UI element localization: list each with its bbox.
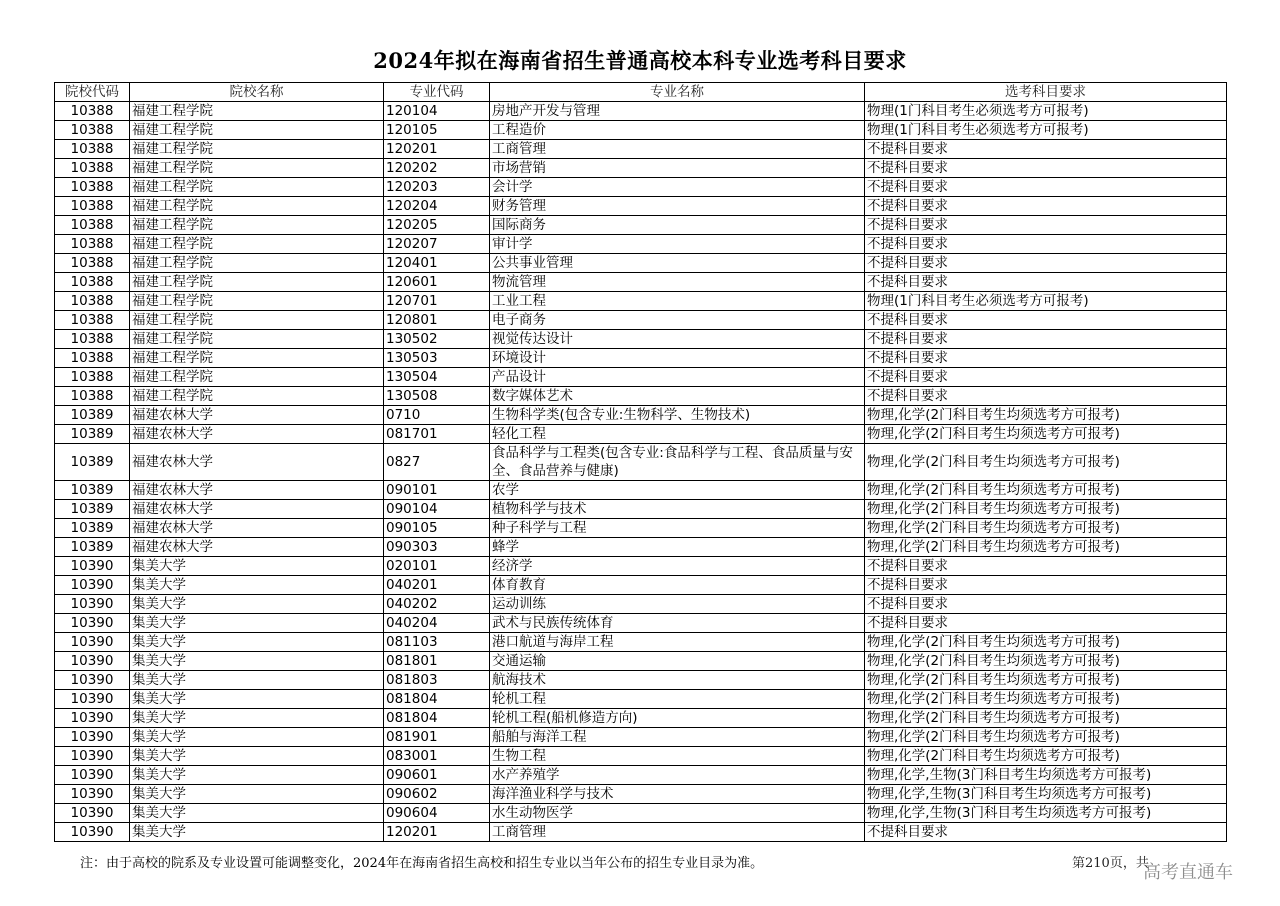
major-code-cell: 120105 [384,121,490,140]
footer-note: 注：由于高校的院系及专业设置可能调整变化，2024年在海南省招生高校和招生专业以当年公布的招生专业目录为准。 [80,856,764,871]
school-name-cell: 集美大学 [130,690,384,709]
school-name-cell: 福建农林大学 [130,500,384,519]
major-name-cell: 船舶与海洋工程 [490,728,865,747]
major-name-cell: 水生动物医学 [490,804,865,823]
table-row [55,121,1227,140]
major-code-cell: 120801 [384,311,490,330]
major-name-cell: 体育教育 [490,576,865,595]
school-name-cell: 福建工程学院 [130,330,384,349]
major-name-cell: 植物科学与技术 [490,500,865,519]
table-row [55,538,1227,557]
table-row [55,576,1227,595]
major-name-cell: 经济学 [490,557,865,576]
major-name-cell: 市场营销 [490,159,865,178]
table-row [55,406,1227,425]
school-name-cell: 福建工程学院 [130,140,384,159]
school-name-cell: 集美大学 [130,576,384,595]
major-name-cell: 港口航道与海岸工程 [490,633,865,652]
major-name-cell: 武术与民族传统体育 [490,614,865,633]
school-code-cell: 10389 [55,481,130,500]
school-code-cell: 10388 [55,349,130,368]
major-name-cell: 环境设计 [490,349,865,368]
table-row [55,292,1227,311]
subject-requirement-cell: 不提科目要求 [865,349,1227,368]
subject-requirement-cell: 不提科目要求 [865,159,1227,178]
major-code-cell: 120104 [384,102,490,121]
major-code-cell: 090601 [384,766,490,785]
school-name-cell: 福建工程学院 [130,159,384,178]
major-code-cell: 120401 [384,254,490,273]
subject-requirement-cell: 不提科目要求 [865,557,1227,576]
table-row [55,254,1227,273]
school-name-cell: 福建工程学院 [130,235,384,254]
table-row [55,595,1227,614]
school-name-cell: 福建工程学院 [130,368,384,387]
school-code-cell: 10389 [55,519,130,538]
school-name-cell: 集美大学 [130,728,384,747]
school-name-cell: 福建农林大学 [130,425,384,444]
table-row [55,690,1227,709]
major-name-cell: 产品设计 [490,368,865,387]
subject-requirement-cell: 不提科目要求 [865,254,1227,273]
major-name-cell: 蜂学 [490,538,865,557]
major-code-cell: 040204 [384,614,490,633]
major-code-cell: 083001 [384,747,490,766]
table-row [55,330,1227,349]
subject-requirement-cell: 不提科目要求 [865,614,1227,633]
school-code-cell: 10388 [55,387,130,406]
major-code-cell: 081701 [384,425,490,444]
major-code-cell: 081804 [384,690,490,709]
school-code-cell: 10390 [55,728,130,747]
school-name-cell: 集美大学 [130,614,384,633]
table-row [55,425,1227,444]
school-name-cell: 集美大学 [130,671,384,690]
school-code-cell: 10388 [55,235,130,254]
school-name-cell: 福建工程学院 [130,197,384,216]
table-row [55,633,1227,652]
major-code-cell: 130504 [384,368,490,387]
major-name-cell: 轮机工程(船机修造方向) [490,709,865,728]
major-name-cell: 国际商务 [490,216,865,235]
school-code-cell: 10390 [55,709,130,728]
school-code-cell: 10388 [55,254,130,273]
subject-requirement-cell: 物理,化学(2门科目考生均须选考方可报考) [865,519,1227,538]
major-code-cell: 120204 [384,197,490,216]
header-school-name: 院校名称 [130,83,384,102]
subject-requirement-cell: 不提科目要求 [865,216,1227,235]
subject-requirement-cell: 物理,化学(2门科目考生均须选考方可报考) [865,444,1227,481]
school-code-cell: 10390 [55,614,130,633]
school-name-cell: 集美大学 [130,557,384,576]
subject-requirement-cell: 物理,化学(2门科目考生均须选考方可报考) [865,500,1227,519]
school-name-cell: 集美大学 [130,633,384,652]
school-name-cell: 福建农林大学 [130,538,384,557]
school-name-cell: 福建农林大学 [130,519,384,538]
major-name-cell: 公共事业管理 [490,254,865,273]
school-code-cell: 10390 [55,766,130,785]
major-code-cell: 020101 [384,557,490,576]
school-name-cell: 福建工程学院 [130,121,384,140]
school-code-cell: 10388 [55,311,130,330]
subject-requirement-cell: 物理,化学,生物(3门科目考生均须选考方可报考) [865,785,1227,804]
table-row [55,387,1227,406]
school-name-cell: 福建工程学院 [130,102,384,121]
subject-requirement-cell: 不提科目要求 [865,273,1227,292]
table-row [55,614,1227,633]
subject-requirement-cell: 不提科目要求 [865,595,1227,614]
school-name-cell: 集美大学 [130,804,384,823]
subject-requirement-cell: 物理,化学(2门科目考生均须选考方可报考) [865,406,1227,425]
major-code-cell: 120207 [384,235,490,254]
major-name-cell: 审计学 [490,235,865,254]
school-code-cell: 10388 [55,273,130,292]
table-row [55,216,1227,235]
school-code-cell: 10390 [55,557,130,576]
school-code-cell: 10388 [55,197,130,216]
major-name-cell: 生物工程 [490,747,865,766]
major-code-cell: 120203 [384,178,490,197]
school-name-cell: 集美大学 [130,823,384,842]
school-code-cell: 10390 [55,633,130,652]
school-code-cell: 10388 [55,102,130,121]
school-name-cell: 集美大学 [130,709,384,728]
table-row [55,159,1227,178]
subject-requirement-cell: 不提科目要求 [865,178,1227,197]
school-code-cell: 10390 [55,576,130,595]
major-code-cell: 090101 [384,481,490,500]
table-row [55,235,1227,254]
school-code-cell: 10388 [55,292,130,311]
subject-requirement-cell: 物理(1门科目考生必须选考方可报考) [865,121,1227,140]
page-number: 第210页，共 [1072,856,1149,871]
requirements-table [54,82,1227,842]
school-code-cell: 10389 [55,425,130,444]
major-code-cell: 120601 [384,273,490,292]
school-code-cell: 10390 [55,595,130,614]
school-code-cell: 10389 [55,500,130,519]
school-code-cell: 10388 [55,140,130,159]
subject-requirement-cell: 不提科目要求 [865,311,1227,330]
header-major-code: 专业代码 [384,83,490,102]
table-row [55,709,1227,728]
major-name-cell: 运动训练 [490,595,865,614]
table-row [55,785,1227,804]
major-code-cell: 081804 [384,709,490,728]
major-code-cell: 081901 [384,728,490,747]
major-code-cell: 120201 [384,140,490,159]
major-name-cell: 工程造价 [490,121,865,140]
major-code-cell: 120201 [384,823,490,842]
major-name-cell: 轮机工程 [490,690,865,709]
table-row [55,444,1227,481]
table-row [55,178,1227,197]
school-name-cell: 福建工程学院 [130,349,384,368]
major-name-cell: 工业工程 [490,292,865,311]
major-code-cell: 120701 [384,292,490,311]
subject-requirement-cell: 物理,化学(2门科目考生均须选考方可报考) [865,709,1227,728]
school-code-cell: 10388 [55,216,130,235]
table-row [55,197,1227,216]
subject-requirement-cell: 不提科目要求 [865,823,1227,842]
subject-requirement-cell: 物理(1门科目考生必须选考方可报考) [865,102,1227,121]
major-name-cell: 物流管理 [490,273,865,292]
school-code-cell: 10390 [55,671,130,690]
major-code-cell: 040202 [384,595,490,614]
major-code-cell: 090303 [384,538,490,557]
header-major-name: 专业名称 [490,83,865,102]
major-code-cell: 0710 [384,406,490,425]
major-code-cell: 090604 [384,804,490,823]
major-name-cell: 视觉传达设计 [490,330,865,349]
school-code-cell: 10390 [55,690,130,709]
school-name-cell: 福建工程学院 [130,216,384,235]
major-name-cell: 房地产开发与管理 [490,102,865,121]
school-name-cell: 福建工程学院 [130,292,384,311]
major-code-cell: 0827 [384,444,490,481]
table-row [55,273,1227,292]
major-name-cell: 航海技术 [490,671,865,690]
subject-requirement-cell: 物理,化学(2门科目考生均须选考方可报考) [865,690,1227,709]
table-body [55,102,1227,842]
major-code-cell: 130502 [384,330,490,349]
school-name-cell: 福建工程学院 [130,387,384,406]
subject-requirement-cell: 不提科目要求 [865,576,1227,595]
school-name-cell: 福建农林大学 [130,481,384,500]
school-code-cell: 10389 [55,538,130,557]
school-code-cell: 10389 [55,444,130,481]
school-name-cell: 集美大学 [130,747,384,766]
table-row [55,140,1227,159]
subject-requirement-cell: 物理,化学,生物(3门科目考生均须选考方可报考) [865,804,1227,823]
table-row [55,500,1227,519]
subject-requirement-cell: 物理,化学(2门科目考生均须选考方可报考) [865,728,1227,747]
table-row [55,557,1227,576]
table-row [55,519,1227,538]
major-code-cell: 081803 [384,671,490,690]
major-code-cell: 120205 [384,216,490,235]
school-code-cell: 10388 [55,368,130,387]
major-name-cell: 种子科学与工程 [490,519,865,538]
table-row [55,652,1227,671]
major-code-cell: 090104 [384,500,490,519]
table-row [55,804,1227,823]
subject-requirement-cell: 物理,化学(2门科目考生均须选考方可报考) [865,538,1227,557]
major-name-cell: 农学 [490,481,865,500]
subject-requirement-cell: 不提科目要求 [865,368,1227,387]
table-row [55,102,1227,121]
major-name-cell: 电子商务 [490,311,865,330]
school-code-cell: 10388 [55,159,130,178]
major-name-cell: 工商管理 [490,140,865,159]
major-code-cell: 090602 [384,785,490,804]
major-name-cell: 轻化工程 [490,425,865,444]
table-row [55,368,1227,387]
table-row [55,728,1227,747]
subject-requirement-cell: 物理,化学(2门科目考生均须选考方可报考) [865,747,1227,766]
school-name-cell: 福建农林大学 [130,444,384,481]
major-name-cell: 食品科学与工程类(包含专业:食品科学与工程、食品质量与安全、食品营养与健康) [490,444,865,481]
major-code-cell: 040201 [384,576,490,595]
table-row [55,671,1227,690]
school-code-cell: 10390 [55,785,130,804]
school-name-cell: 集美大学 [130,652,384,671]
school-code-cell: 10390 [55,747,130,766]
school-code-cell: 10388 [55,330,130,349]
school-name-cell: 集美大学 [130,595,384,614]
subject-requirement-cell: 物理,化学(2门科目考生均须选考方可报考) [865,425,1227,444]
major-name-cell: 海洋渔业科学与技术 [490,785,865,804]
major-code-cell: 090105 [384,519,490,538]
major-code-cell: 120202 [384,159,490,178]
school-code-cell: 10388 [55,121,130,140]
table-row [55,747,1227,766]
school-name-cell: 集美大学 [130,785,384,804]
major-name-cell: 工商管理 [490,823,865,842]
header-subject-requirement: 选考科目要求 [865,83,1227,102]
subject-requirement-cell: 物理,化学(2门科目考生均须选考方可报考) [865,671,1227,690]
school-code-cell: 10389 [55,406,130,425]
subject-requirement-cell: 物理,化学(2门科目考生均须选考方可报考) [865,633,1227,652]
table-row [55,823,1227,842]
major-name-cell: 会计学 [490,178,865,197]
table-row [55,481,1227,500]
table-row [55,766,1227,785]
watermark: 高考直通车 [1143,862,1233,883]
subject-requirement-cell: 物理,化学(2门科目考生均须选考方可报考) [865,652,1227,671]
table-row [55,311,1227,330]
school-code-cell: 10390 [55,823,130,842]
major-name-cell: 数字媒体艺术 [490,387,865,406]
table-header-row [55,83,1227,102]
subject-requirement-cell: 不提科目要求 [865,235,1227,254]
major-code-cell: 081801 [384,652,490,671]
school-name-cell: 福建工程学院 [130,178,384,197]
table-row [55,349,1227,368]
subject-requirement-cell: 不提科目要求 [865,387,1227,406]
subject-requirement-cell: 不提科目要求 [865,330,1227,349]
school-name-cell: 福建工程学院 [130,273,384,292]
subject-requirement-cell: 物理,化学,生物(3门科目考生均须选考方可报考) [865,766,1227,785]
subject-requirement-cell: 不提科目要求 [865,197,1227,216]
major-code-cell: 130508 [384,387,490,406]
major-code-cell: 081103 [384,633,490,652]
major-name-cell: 交通运输 [490,652,865,671]
major-name-cell: 财务管理 [490,197,865,216]
header-school-code: 院校代码 [55,83,130,102]
subject-requirement-cell: 物理,化学(2门科目考生均须选考方可报考) [865,481,1227,500]
school-name-cell: 集美大学 [130,766,384,785]
school-code-cell: 10390 [55,804,130,823]
major-name-cell: 生物科学类(包含专业:生物科学、生物技术) [490,406,865,425]
school-name-cell: 福建工程学院 [130,254,384,273]
school-code-cell: 10390 [55,652,130,671]
major-name-cell: 水产养殖学 [490,766,865,785]
page-title: 2024年拟在海南省招生普通高校本科专业选考科目要求 [373,48,907,73]
subject-requirement-cell: 物理(1门科目考生必须选考方可报考) [865,292,1227,311]
major-code-cell: 130503 [384,349,490,368]
school-code-cell: 10388 [55,178,130,197]
school-name-cell: 福建农林大学 [130,406,384,425]
school-name-cell: 福建工程学院 [130,311,384,330]
subject-requirement-cell: 不提科目要求 [865,140,1227,159]
